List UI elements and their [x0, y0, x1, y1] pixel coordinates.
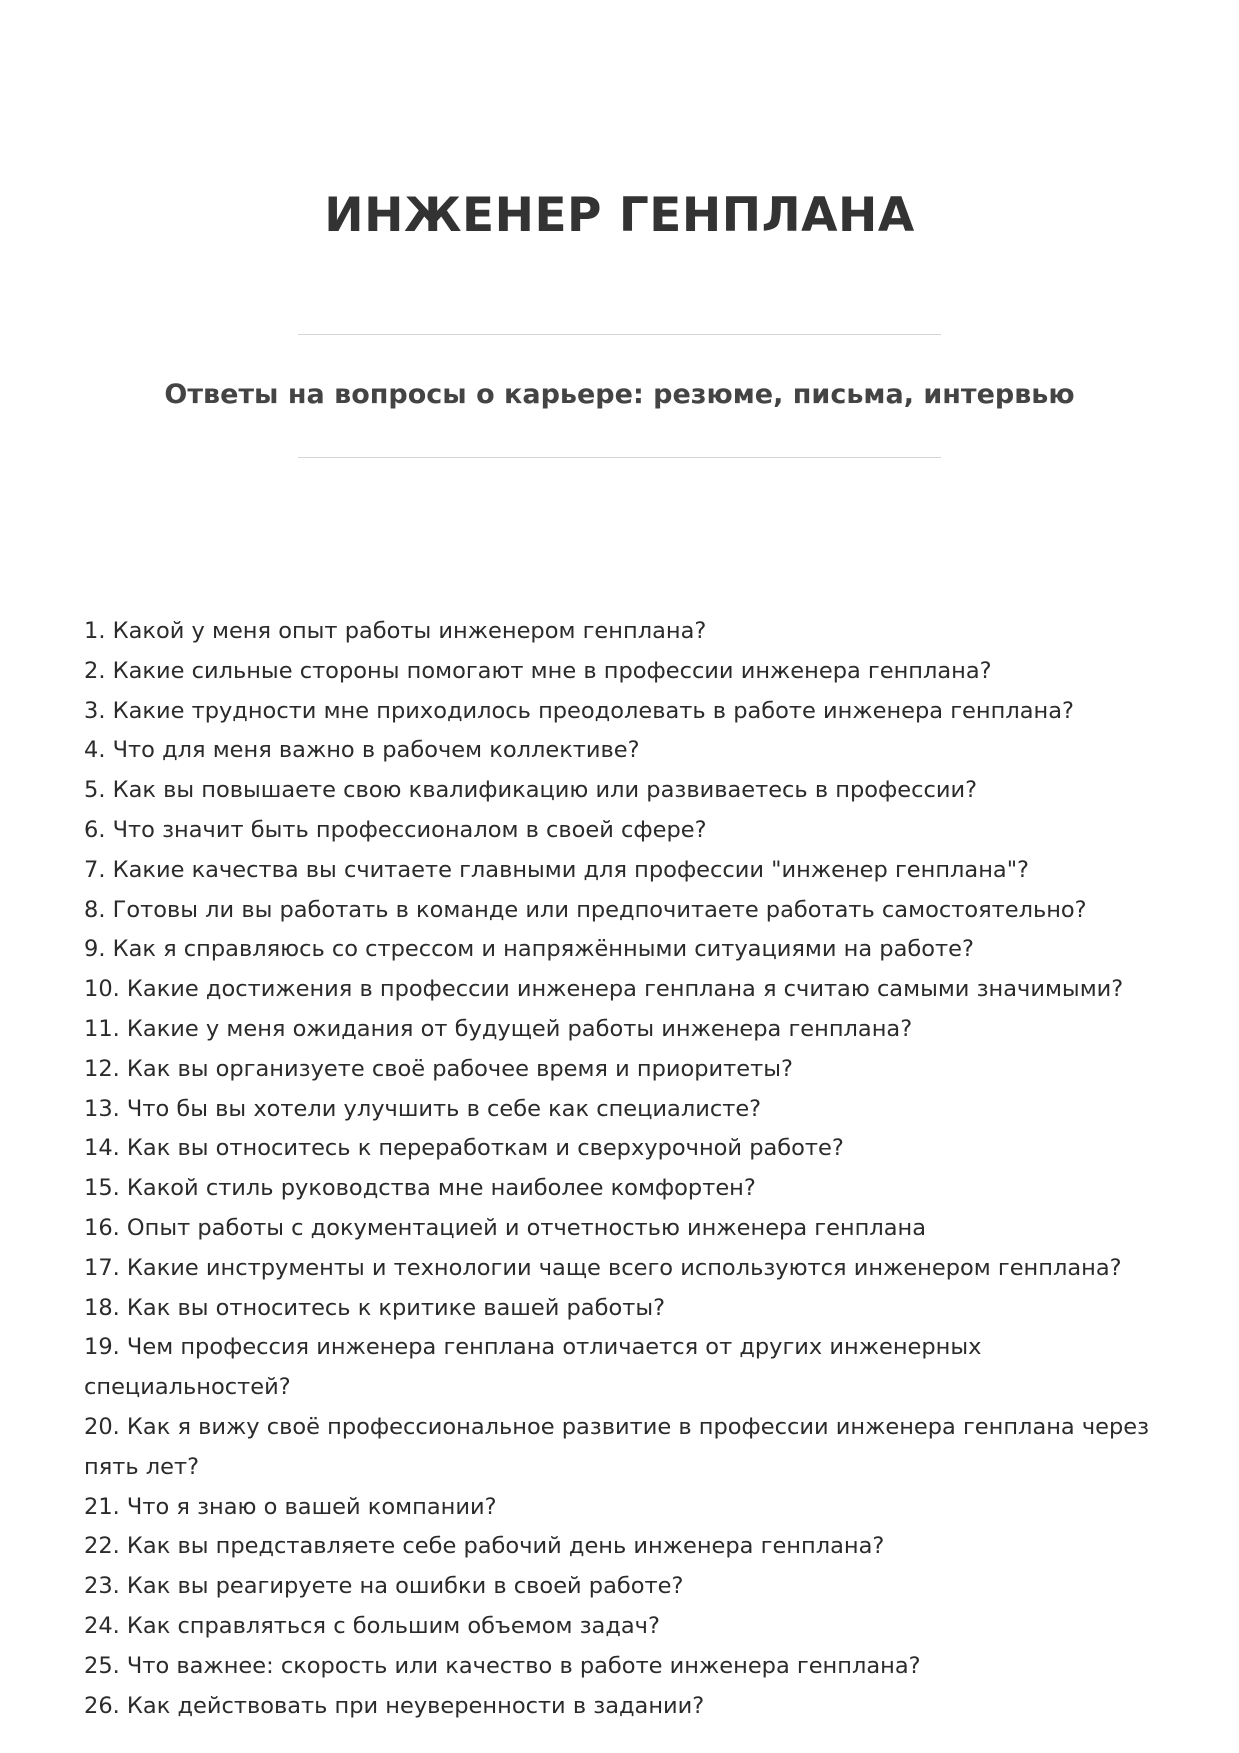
question-item: 11. Какие у меня ожидания от будущей работы инженера генплана? [84, 1015, 913, 1042]
question-item: 14. Как вы относитесь к переработкам и сверхурочной работе? [84, 1135, 844, 1162]
question-item: 12. Как вы организуете своё рабочее время и приоритеты? [84, 1055, 793, 1082]
question-item: 25. Что важнее: скорость или качество в работе инженера генплана? [84, 1652, 921, 1679]
question-item: 5. Как вы повышаете свою квалификацию или развиваетесь в профессии? [84, 777, 978, 804]
question-item: 23. Как вы реагируете на ошибки в своей работе? [84, 1573, 684, 1600]
question-item: 16. Опыт работы с документацией и отчетностью инженера генплана [84, 1214, 927, 1241]
question-item: 9. Как я справляюсь со стрессом и напряжёнными ситуациями на работе? [84, 936, 974, 963]
question-item: 1. Какой у меня опыт работы инженером генплана? [84, 618, 707, 644]
question-item: 10. Какие достижения в профессии инженера генплана я считаю самыми значимыми? [84, 976, 1124, 1003]
page-subtitle: Ответы на вопросы о карьере: резюме, письма, интервью [164, 379, 1075, 410]
question-item: 6. Что значит быть профессионалом в своей сфере? [84, 816, 707, 843]
question-item: 17. Какие инструменты и технологии чаще всего используются инженером генплана? [84, 1254, 1122, 1281]
question-item: 21. Что я знаю о вашей компании? [84, 1493, 497, 1520]
question-item: 19. Чем профессия инженера генплана отличается от других инженерных специальностей? [84, 1334, 982, 1401]
question-item: 24. Как справляться с большим объемом задач? [84, 1612, 660, 1639]
question-item: 7. Какие качества вы считаете главными для профессии "инженер генплана"? [84, 856, 1029, 883]
question-item: 4. Что для меня важно в рабочем коллективе? [84, 737, 640, 764]
question-item: 26. Как действовать при неуверенности в задании? [84, 1692, 705, 1719]
question-item: 15. Какой стиль руководства мне наиболее комфортен? [84, 1175, 756, 1202]
question-item: 20. Как я вижу своё профессиональное развитие в профессии инженера генплана через пять лет? [84, 1413, 1150, 1480]
top-divider [298, 334, 941, 335]
question-item: 2. Какие сильные стороны помогают мне в профессии инженера генплана? [84, 657, 992, 684]
bottom-divider [298, 457, 941, 458]
question-item: 22. Как вы представляете себе рабочий день инженера генплана? [84, 1533, 885, 1560]
question-item: 18. Как вы относитесь к критике вашей работы? [84, 1294, 666, 1321]
question-item: 13. Что бы вы хотели улучшить в себе как специалисте? [84, 1095, 762, 1122]
question-list [84, 612, 1164, 1726]
page-title: ИНЖЕНЕР ГЕНПЛАНА [324, 188, 915, 243]
question-item: 3. Какие трудности мне приходилось преодолевать в работе инженера генплана? [84, 697, 1074, 724]
question-item: 8. Готовы ли вы работать в команде или предпочитаете работать самостоятельно? [84, 896, 1087, 923]
